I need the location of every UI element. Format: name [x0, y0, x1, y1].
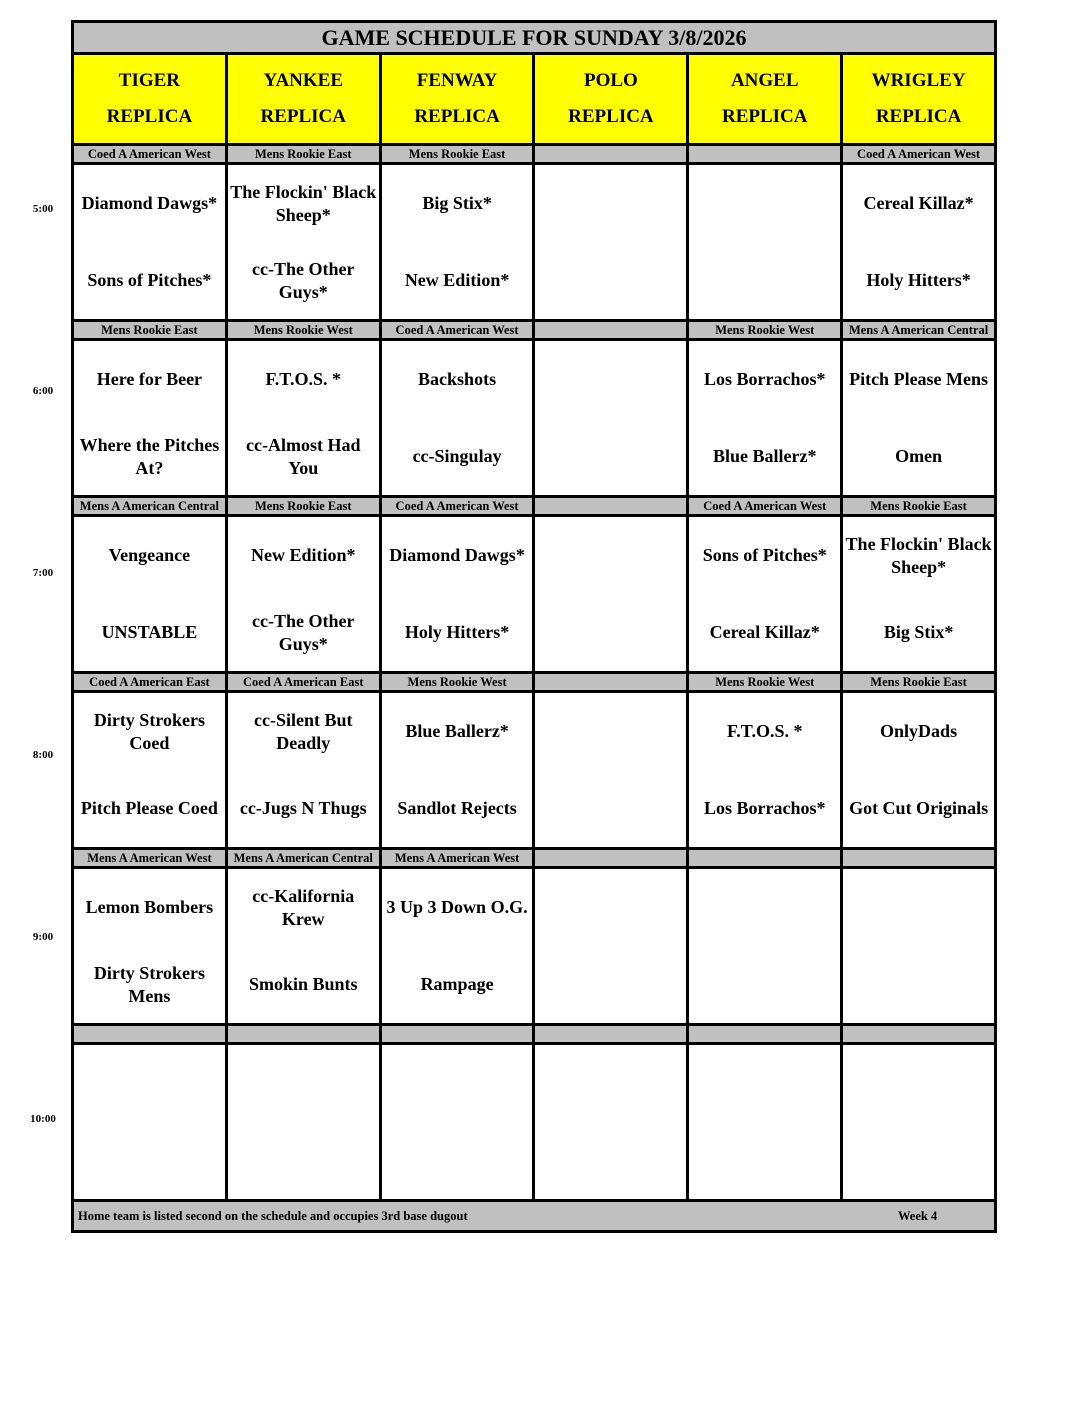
home-team [382, 1122, 533, 1199]
away-team [689, 869, 840, 946]
footer-row [73, 1201, 996, 1232]
away-team: cc-Silent But Deadly [253, 709, 353, 753]
division-label: Mens A American Central [842, 321, 996, 340]
home-team: cc-Almost Had You [246, 434, 361, 478]
away-team: Pitch Please Mens [849, 369, 989, 389]
division-row [73, 145, 996, 164]
division-label: Coed A American West [688, 497, 842, 516]
time-label: 6:00 [32, 385, 54, 397]
division-label [73, 1025, 227, 1044]
game-row [73, 340, 996, 497]
division-row [73, 321, 996, 340]
matchup [535, 869, 686, 1023]
game-row [73, 868, 996, 1025]
division-label [534, 849, 688, 868]
game-cell [842, 164, 996, 321]
game-cell [688, 1044, 842, 1201]
home-team: Got Cut Originals [849, 798, 989, 818]
time-label: 8:00 [32, 749, 54, 761]
home-team [74, 1122, 225, 1199]
away-team: OnlyDads [880, 721, 958, 741]
game-row [73, 164, 996, 321]
division-label: Mens A American Central [226, 849, 380, 868]
division-label: Mens Rookie West [688, 321, 842, 340]
game-cell [73, 692, 227, 849]
matchup [74, 165, 225, 319]
away-team [843, 1045, 994, 1122]
game-cell [842, 516, 996, 673]
schedule-title: GAME SCHEDULE FOR SUNDAY 3/8/2026 [73, 22, 996, 54]
home-team-note: Home team is listed second on the schedule and occupies 3rd base dugout [78, 1209, 468, 1223]
home-team [535, 418, 686, 495]
division-label: Coed A American East [226, 673, 380, 692]
away-team [689, 165, 840, 242]
matchup [382, 1045, 533, 1199]
field-header-tiger [73, 54, 227, 145]
away-team [535, 165, 686, 242]
game-cell [534, 164, 688, 321]
game-cell [534, 340, 688, 497]
home-team: Sandlot Rejects [397, 798, 517, 818]
away-team [382, 1045, 533, 1122]
footer-cell [73, 1201, 996, 1232]
home-team [228, 1122, 379, 1199]
home-team: cc-The Other Guys* [252, 258, 355, 302]
home-team: Blue Ballerz* [712, 446, 817, 466]
matchup [843, 165, 994, 319]
game-cell [380, 1044, 534, 1201]
home-team: Los Borrachos* [703, 798, 826, 818]
schedule-sheet [71, 20, 997, 1233]
field-header-row [73, 54, 996, 145]
away-team: cc-Kalifornia Krew [252, 885, 355, 929]
title-row [73, 22, 996, 54]
game-cell [534, 1044, 688, 1201]
game-cell [73, 516, 227, 673]
home-team [535, 242, 686, 319]
division-label [534, 145, 688, 164]
matchup [689, 341, 840, 495]
matchup [689, 517, 840, 671]
field-header-angel [688, 54, 842, 145]
matchup [382, 869, 533, 1023]
division-label: Mens Rookie East [226, 497, 380, 516]
matchup [228, 341, 379, 495]
schedule-table [71, 20, 997, 1233]
away-team: 3 Up 3 Down O.G. [386, 897, 528, 917]
game-cell [73, 868, 227, 1025]
away-team [228, 1045, 379, 1122]
division-label: Mens A American West [73, 849, 227, 868]
time-label: 7:00 [32, 567, 54, 579]
home-team: Cereal Killaz* [709, 622, 820, 642]
away-team: Blue Ballerz* [405, 721, 509, 741]
division-label [534, 1025, 688, 1044]
field-name: ANGEL [730, 70, 799, 91]
division-row [73, 497, 996, 516]
matchup [228, 869, 379, 1023]
game-cell [226, 516, 380, 673]
matchup [74, 341, 225, 495]
matchup [689, 165, 840, 319]
home-team [535, 1122, 686, 1199]
division-label: Mens Rookie East [73, 321, 227, 340]
game-cell [380, 868, 534, 1025]
away-team: Los Borrachos* [703, 369, 826, 389]
division-row [73, 849, 996, 868]
game-cell [688, 340, 842, 497]
away-team [843, 869, 994, 946]
game-cell [226, 1044, 380, 1201]
field-type: REPLICA [106, 106, 193, 127]
away-team: Diamond Dawgs* [81, 193, 218, 213]
matchup [228, 1045, 379, 1199]
away-team: F.T.O.S. * [265, 369, 341, 389]
matchup [535, 1045, 686, 1199]
matchup [689, 693, 840, 847]
game-cell [73, 340, 227, 497]
game-cell [534, 516, 688, 673]
away-team [535, 869, 686, 946]
game-cell [380, 516, 534, 673]
game-cell [842, 692, 996, 849]
field-type: REPLICA [721, 106, 808, 127]
matchup [843, 517, 994, 671]
week-label: Week 4 [898, 1209, 938, 1223]
division-row [73, 673, 996, 692]
division-label: Coed A American West [73, 145, 227, 164]
home-team: Dirty Strokers Mens [93, 962, 205, 1006]
game-cell [688, 692, 842, 849]
home-team: cc-The Other Guys* [252, 610, 355, 654]
division-label [688, 849, 842, 868]
division-label: Mens Rookie East [380, 145, 534, 164]
away-team: Dirty Strokers Coed [93, 709, 205, 753]
home-team [535, 594, 686, 671]
matchup [382, 693, 533, 847]
game-cell [380, 692, 534, 849]
division-label: Coed A American West [380, 321, 534, 340]
game-row [73, 1044, 996, 1201]
game-cell [380, 340, 534, 497]
away-team [74, 1045, 225, 1122]
home-team: cc-Jugs N Thugs [239, 798, 367, 818]
matchup [228, 517, 379, 671]
matchup [382, 517, 533, 671]
home-team: Big Stix* [883, 622, 954, 642]
time-label: 9:00 [32, 931, 54, 943]
away-team: The Flockin' Black Sheep* [845, 533, 992, 577]
matchup [228, 165, 379, 319]
division-label: Mens Rookie East [842, 497, 996, 516]
home-team [843, 946, 994, 1023]
field-type: REPLICA [260, 106, 346, 127]
division-label: Mens A American Central [73, 497, 227, 516]
division-label: Mens A American West [380, 849, 534, 868]
game-cell [688, 164, 842, 321]
field-name: POLO [583, 70, 638, 91]
home-team: Pitch Please Coed [80, 798, 218, 818]
division-row [73, 1025, 996, 1044]
division-label [534, 673, 688, 692]
field-header-yankee [226, 54, 380, 145]
matchup [689, 869, 840, 1023]
game-cell [226, 164, 380, 321]
matchup [535, 693, 686, 847]
away-team: Lemon Bombers [85, 897, 214, 917]
home-team: Omen [895, 446, 943, 466]
game-cell [380, 164, 534, 321]
game-cell [73, 1044, 227, 1201]
away-team: Cereal Killaz* [863, 193, 974, 213]
home-team [535, 770, 686, 847]
home-team [843, 1122, 994, 1199]
away-team: New Edition* [250, 545, 356, 565]
matchup [843, 693, 994, 847]
home-team [689, 1122, 840, 1199]
game-cell [534, 692, 688, 849]
division-label: Mens Rookie West [226, 321, 380, 340]
matchup [382, 341, 533, 495]
home-team [689, 242, 840, 319]
game-cell [226, 868, 380, 1025]
division-label: Mens Rookie East [226, 145, 380, 164]
away-team [535, 693, 686, 770]
division-label [534, 321, 688, 340]
division-label: Mens Rookie West [688, 673, 842, 692]
division-label: Coed A American East [73, 673, 227, 692]
game-row [73, 692, 996, 849]
field-type: REPLICA [875, 106, 962, 127]
game-cell [534, 868, 688, 1025]
field-header-fenway [380, 54, 534, 145]
time-label: 10:00 [30, 1113, 56, 1125]
division-label [688, 1025, 842, 1044]
game-cell [842, 1044, 996, 1201]
away-team [535, 341, 686, 418]
game-cell [226, 340, 380, 497]
away-team: Vengeance [108, 545, 191, 565]
home-team: Holy Hitters* [866, 270, 971, 290]
time-label: 5:00 [32, 203, 54, 215]
away-team: Sons of Pitches* [702, 545, 827, 565]
game-cell [688, 516, 842, 673]
division-label: Mens Rookie East [842, 673, 996, 692]
field-type: REPLICA [414, 106, 500, 127]
game-cell [842, 868, 996, 1025]
division-label [842, 1025, 996, 1044]
matchup [74, 1045, 225, 1199]
field-name: YANKEE [263, 70, 344, 91]
matchup [843, 1045, 994, 1199]
away-team: Diamond Dawgs* [389, 545, 525, 565]
division-label [842, 849, 996, 868]
field-header-polo [534, 54, 688, 145]
home-team: Rampage [420, 974, 494, 994]
matchup [843, 869, 994, 1023]
game-cell [226, 692, 380, 849]
division-label [688, 145, 842, 164]
division-label: Mens Rookie West [380, 673, 534, 692]
matchup [535, 165, 686, 319]
matchup [535, 517, 686, 671]
away-team [689, 1045, 840, 1122]
home-team: UNSTABLE [101, 622, 198, 642]
home-team [689, 946, 840, 1023]
matchup [382, 165, 533, 319]
home-team [535, 946, 686, 1023]
field-type: REPLICA [568, 106, 654, 127]
matchup [74, 869, 225, 1023]
home-team: Smokin Bunts [248, 974, 358, 994]
home-team: Holy Hitters* [404, 622, 510, 642]
game-row [73, 516, 996, 673]
away-team [535, 517, 686, 594]
division-label: Coed A American West [380, 497, 534, 516]
game-cell [73, 164, 227, 321]
away-team: F.T.O.S. * [726, 721, 803, 741]
matchup [74, 517, 225, 671]
away-team [535, 1045, 686, 1122]
matchup [843, 341, 994, 495]
home-team: Sons of Pitches* [87, 270, 212, 290]
matchup [74, 693, 225, 847]
home-team: cc-Singulay [412, 446, 502, 466]
game-cell [688, 868, 842, 1025]
away-team: The Flockin' Black Sheep* [230, 181, 377, 225]
field-name: FENWAY [416, 70, 498, 91]
field-name: TIGER [118, 70, 181, 91]
field-header-wrigley [842, 54, 996, 145]
division-label [534, 497, 688, 516]
away-team: Backshots [418, 369, 497, 389]
home-team: New Edition* [404, 270, 510, 290]
away-team: Big Stix* [422, 193, 492, 213]
matchup [228, 693, 379, 847]
division-label [380, 1025, 534, 1044]
home-team: Where the Pitches At? [79, 434, 220, 478]
division-label [226, 1025, 380, 1044]
game-cell [842, 340, 996, 497]
division-label: Coed A American West [842, 145, 996, 164]
field-name: WRIGLEY [871, 70, 966, 91]
matchup [689, 1045, 840, 1199]
matchup [535, 341, 686, 495]
away-team: Here for Beer [96, 369, 203, 389]
